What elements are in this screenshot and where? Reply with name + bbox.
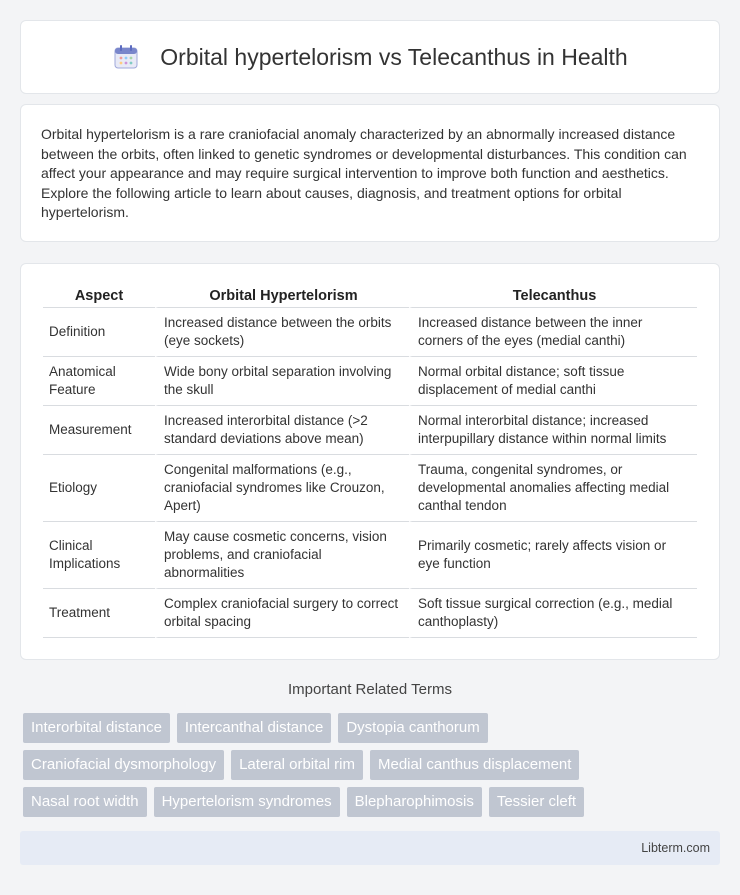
related-term-tag[interactable]: Dystopia canthorum	[338, 713, 487, 743]
column-header: Aspect	[43, 286, 155, 308]
table-cell: Primarily cosmetic; rarely affects vision or eye function	[409, 522, 697, 589]
comparison-table-card	[20, 263, 720, 660]
table-cell: Increased distance between the inner corners of the eyes (medial canthi)	[409, 308, 697, 357]
table-cell: Treatment	[43, 589, 155, 638]
related-term-tag[interactable]: Medial canthus displacement	[370, 750, 579, 780]
table-cell: Measurement	[43, 406, 155, 455]
column-header: Telecanthus	[409, 286, 697, 308]
table-row	[43, 308, 697, 357]
related-term-tag[interactable]: Hypertelorism syndromes	[154, 787, 340, 817]
related-term-tag[interactable]: Tessier cleft	[489, 787, 584, 817]
related-terms	[23, 713, 723, 824]
table-cell: Complex craniofacial surgery to correct orbital spacing	[155, 589, 409, 638]
footer-site-link[interactable]: Libterm.com	[641, 841, 710, 855]
related-term-tag[interactable]: Nasal root width	[23, 787, 147, 817]
table-row	[43, 589, 697, 638]
related-terms-title: Important Related Terms	[288, 681, 452, 698]
footer	[20, 831, 720, 865]
table-row	[43, 455, 697, 522]
table-cell: Increased interorbital distance (>2 standard deviations above mean)	[155, 406, 409, 455]
table-cell: Soft tissue surgical correction (e.g., medial canthoplasty)	[409, 589, 697, 638]
calendar-icon	[112, 43, 140, 71]
table-cell: Trauma, congenital syndromes, or developmental anomalies affecting medial canthal tendon	[409, 455, 697, 522]
related-term-tag[interactable]: Craniofacial dysmorphology	[23, 750, 224, 780]
column-header: Orbital Hypertelorism	[155, 286, 409, 308]
table-cell: Definition	[43, 308, 155, 357]
table-cell: Increased distance between the orbits (eye sockets)	[155, 308, 409, 357]
tag-row	[23, 787, 723, 817]
tag-row	[23, 750, 723, 780]
related-term-tag[interactable]: Intercanthal distance	[177, 713, 331, 743]
tag-row	[23, 713, 723, 743]
table-row	[43, 357, 697, 406]
table-cell: Wide bony orbital separation involving the skull	[155, 357, 409, 406]
comparison-table	[43, 286, 697, 638]
table-row	[43, 406, 697, 455]
related-term-tag[interactable]: Interorbital distance	[23, 713, 170, 743]
table-cell: Normal orbital distance; soft tissue displacement of medial canthi	[409, 357, 697, 406]
table-cell: Anatomical Feature	[43, 357, 155, 406]
table-cell: Clinical Implications	[43, 522, 155, 589]
header-card	[20, 20, 720, 94]
table-cell: Congenital malformations (e.g., craniofacial syndromes like Crouzon, Apert)	[155, 455, 409, 522]
intro-card	[20, 104, 720, 242]
table-cell: Etiology	[43, 455, 155, 522]
table-header-row	[43, 286, 697, 308]
intro-text: Orbital hypertelorism is a rare craniofacial anomaly characterized by an abnormally increased distance between the orbits, often linked to genetic syndromes or developmental disturbances. This condition can affect your appearance and may require surgical intervention to improve both function and aesthetics. Explore the following article to learn about causes, diagnosis, and treatment options for orbital hypertelorism.	[41, 126, 687, 220]
related-term-tag[interactable]: Blepharophimosis	[347, 787, 482, 817]
page-title: Orbital hypertelorism vs Telecanthus in Health	[160, 43, 628, 70]
table-cell: May cause cosmetic concerns, vision problems, and craniofacial abnormalities	[155, 522, 409, 589]
table-row	[43, 522, 697, 589]
table-cell: Normal interorbital distance; increased interpupillary distance within normal limits	[409, 406, 697, 455]
related-term-tag[interactable]: Lateral orbital rim	[231, 750, 363, 780]
